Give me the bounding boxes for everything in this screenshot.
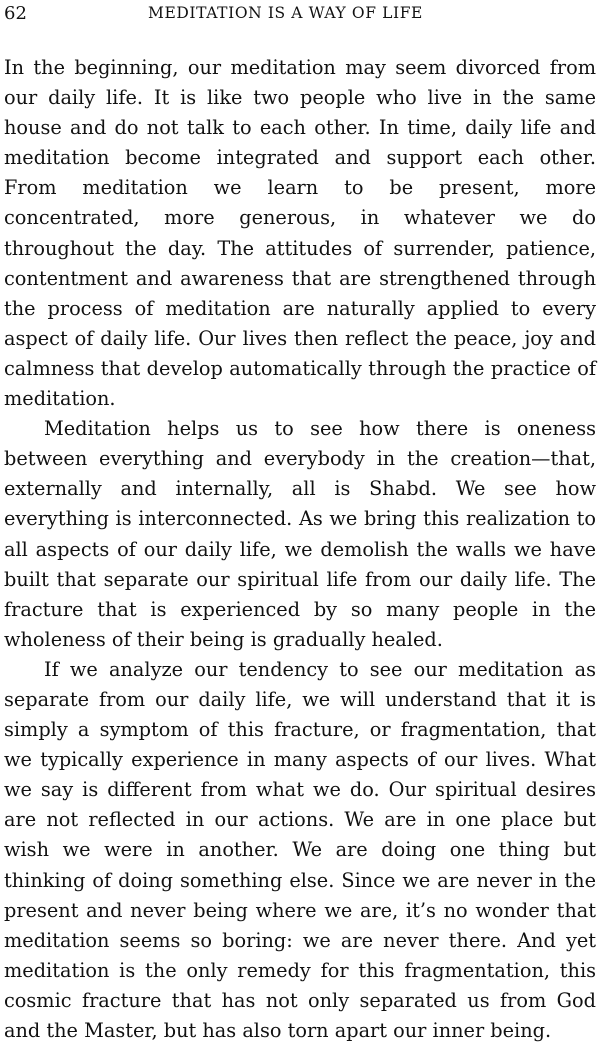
paragraph-3: If we analyze our tendency to see our meditation as separate from our daily life, we will understand that it is simply a symptom of this fracture, or fragmentation, that we typically experience in many aspects of our lives. What we say is different from what we do. Our spiritual desires are not reflected in our actions. We are in one place but wish we were in another. We are doing one thing but thinking of doing something else. Since we are never in the present and never being where we are, it’s no wonder that meditation seems so boring: we are never there. And yet meditation is the only remedy for this fragmentation, this cosmic fracture that has not only separated us from God and the Master, but has also torn apart our inner being. (4, 657, 596, 1042)
running-header (4, 3, 596, 29)
paragraph-2: Meditation helps us to see how there is oneness between everything and everybody in the creation—that, externally and internally, all is Shabd. We see how everything is interconnected. As we bring this realization to all aspects of our daily life, we demolish the walls we have built that separate our spiritual life from our daily life. The fracture that is experienced by so many people in the wholeness of their being is gradually healed. (4, 417, 596, 651)
paragraph-1: In the beginning, our meditation may seem divorced from our daily life. It is like two people who live in the same house and do not talk to each other. In time, daily life and meditation become integrated and support each other. From meditation we learn to be present, more concentrated, more generous, in whatever we do throughout the day. The attitudes of surrender, patience, contentment and awareness that are strengthened through the process of meditation are naturally applied to every aspect of daily life. Our lives then reflect the peace, joy and calmness that develop automatically through the practice of meditation. (4, 56, 596, 411)
body-text (4, 53, 596, 1046)
running-title: MEDITATION IS A WAY OF LIFE (148, 4, 423, 22)
page-number: 62 (4, 3, 27, 24)
